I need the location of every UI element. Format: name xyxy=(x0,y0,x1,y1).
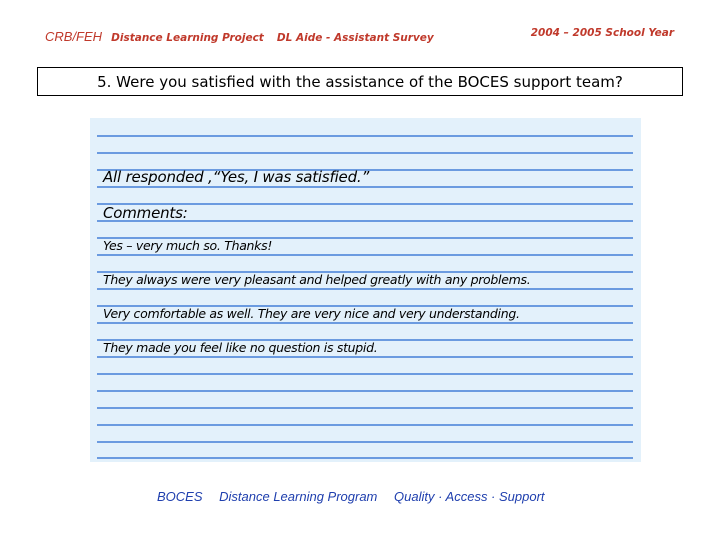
comment-3: Very comfortable as well. They are very nice and very understanding. xyxy=(103,306,520,321)
notepad-rule xyxy=(97,356,633,358)
header-year: 2004 – 2005 School Year xyxy=(530,27,674,39)
comment-1: Yes – very much so. Thanks! xyxy=(103,238,273,253)
comments-label: Comments: xyxy=(103,204,188,222)
notepad-rule xyxy=(97,135,633,137)
question-box xyxy=(37,67,683,96)
footer-tagline: Quality · Access · Support xyxy=(394,489,545,504)
summary-text: All responded ,“Yes, I was satisfied.” xyxy=(103,168,370,186)
question-text: 5. Were you satisfied with the assistance of the BOCES support team? xyxy=(97,72,623,91)
notepad-rule xyxy=(97,457,633,459)
notepad xyxy=(90,118,641,462)
notepad-rule xyxy=(97,424,633,426)
footer xyxy=(157,489,558,504)
header-left xyxy=(45,26,434,45)
comment-4: They made you feel like no question is stupid. xyxy=(103,340,378,355)
notepad-rule xyxy=(97,373,633,375)
header-survey: DL Aide - Assistant Survey xyxy=(276,32,434,44)
notepad-rule xyxy=(97,186,633,188)
footer-org: BOCES xyxy=(157,489,203,504)
notepad-rule xyxy=(97,152,633,154)
notepad-rule xyxy=(97,288,633,290)
footer-program: Distance Learning Program xyxy=(219,489,378,504)
notepad-rule xyxy=(97,322,633,324)
notepad-rule xyxy=(97,441,633,443)
header-project: Distance Learning Project xyxy=(111,32,264,44)
notepad-rule xyxy=(97,390,633,392)
header-org: CRB/FEH xyxy=(45,29,103,44)
comment-2: They always were very pleasant and helped greatly with any problems. xyxy=(103,272,531,287)
notepad-rule xyxy=(97,254,633,256)
notepad-rule xyxy=(97,407,633,409)
